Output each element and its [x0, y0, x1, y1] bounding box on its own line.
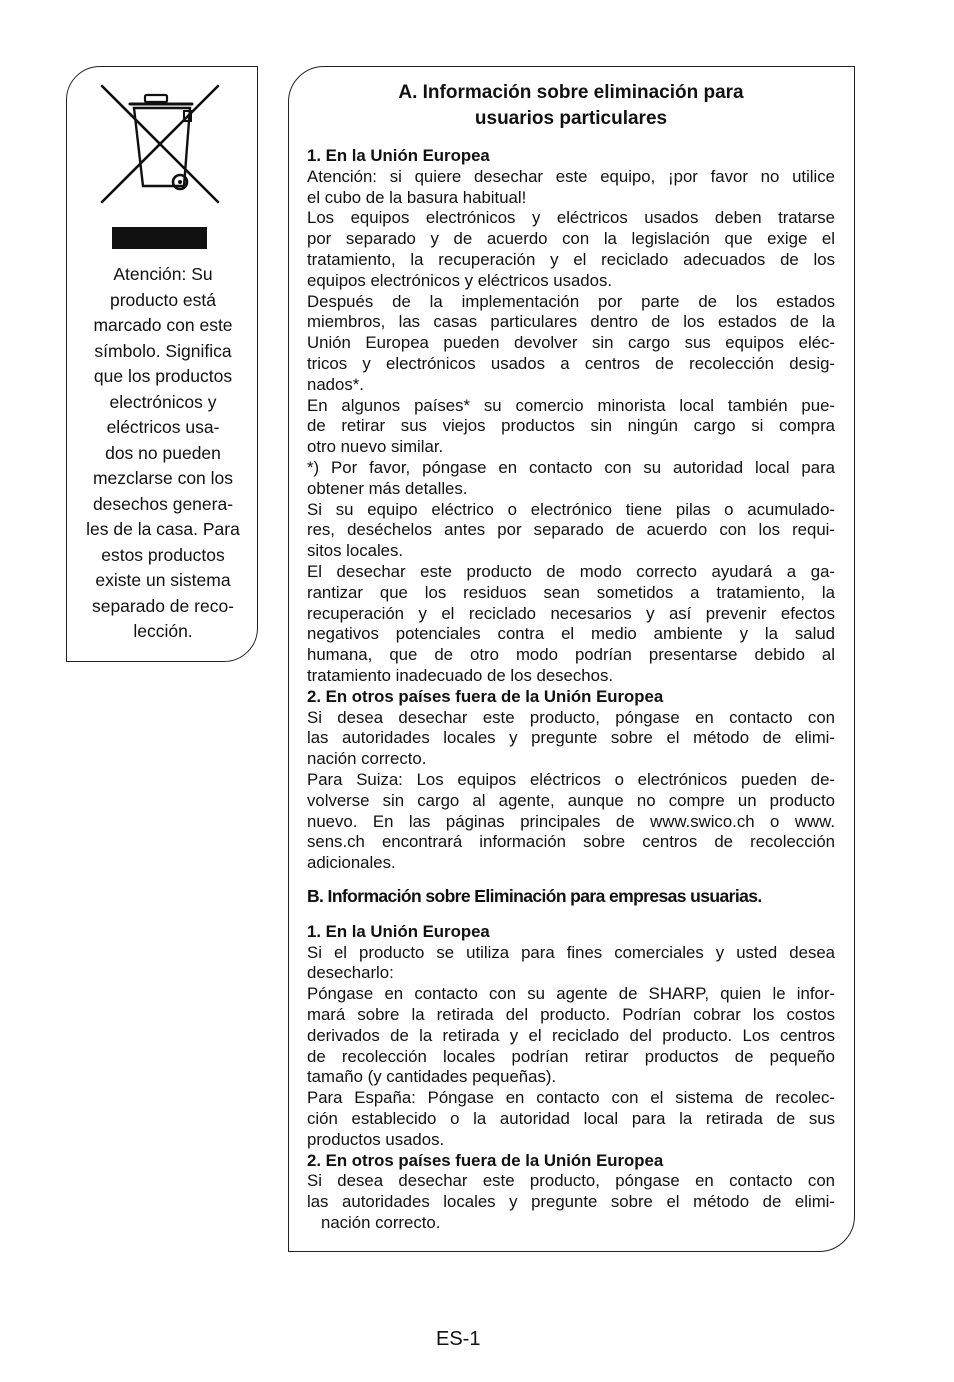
- crossed-out-wheelie-bin-icon: [100, 84, 220, 206]
- sidebar-line: marcado con este: [93, 315, 233, 335]
- text-line: rantizar que los residuos sean sometidos a tratamiento, la: [307, 582, 835, 602]
- text-line: equipos electrónicos y eléctricos usados.: [307, 270, 613, 290]
- text-line: tamaño (y cantidades pequeñas).: [307, 1067, 557, 1087]
- section-a-heading-non-eu: 2. En otros países fuera de la Unión Europea: [307, 686, 664, 706]
- text-line: Atención: si quiere desechar este equipo, ¡por favor no utilice: [307, 166, 835, 186]
- text-line: adicionales.: [307, 853, 396, 873]
- sidebar-line: lección.: [133, 621, 193, 641]
- text-line: Si el producto se utiliza para fines comerciales y usted desea: [307, 942, 835, 962]
- text-line: obtener más detalles.: [307, 478, 468, 498]
- sidebar-line: dos no pueden: [105, 442, 221, 463]
- text-line: otro nuevo similar.: [307, 437, 444, 457]
- text-line: nados*.: [307, 374, 364, 394]
- section-b-body: [307, 922, 835, 1234]
- text-line: Si su equipo eléctrico o electrónico tiene pilas o acumulado-: [307, 499, 835, 519]
- text-line: En algunos países* su comercio minorista local también pue-: [307, 395, 835, 415]
- text-line: Si desea desechar este producto, póngase en contacto con: [307, 1171, 835, 1191]
- sidebar-line: existe un sistema: [95, 570, 231, 590]
- sidebar-line: desechos genera-: [92, 493, 234, 514]
- section-b-title: B. Información sobre Eliminación para empresas usuarias.: [307, 885, 762, 906]
- text-line: de recolección locales podrían retirar productos de pequeño: [307, 1046, 835, 1066]
- text-line: las autoridades locales y pregunte sobre el método de elimi-: [307, 1192, 835, 1212]
- text-line: Después de la implementación por parte de los estados: [307, 291, 835, 311]
- sidebar-line: les de la casa. Para: [86, 519, 240, 539]
- text-line: *) Por favor, póngase en contacto con su autoridad local para: [307, 457, 835, 477]
- sidebar-line: símbolo. Significa: [94, 340, 232, 361]
- text-line: nación correcto.: [307, 749, 427, 769]
- text-line: Si desea desechar este producto, póngase en contacto con: [307, 707, 835, 727]
- text-line: Póngase en contacto con su agente de SHARP, quien le infor-: [307, 984, 835, 1004]
- sidebar-line: Atención: Su: [113, 264, 213, 284]
- text-line: Para Suiza: Los equipos eléctricos o electrónicos pueden de-: [307, 769, 835, 789]
- text-line: Para España: Póngase en contacto con el sistema de recolec-: [307, 1088, 835, 1108]
- sidebar-line: estos productos: [101, 544, 225, 565]
- weee-notice-text: [76, 262, 250, 645]
- text-line: tratamiento, la recuperación y el reciclado adecuados de los: [307, 249, 835, 269]
- text-line: derivados de la retirada y el reciclado del producto. Los centros: [307, 1025, 835, 1045]
- sidebar-line: producto está: [109, 289, 217, 310]
- text-line: Los equipos electrónicos y eléctricos usados deben tratarse: [307, 208, 835, 228]
- sidebar-line: mezclarse con los: [92, 468, 234, 488]
- text-line: sens.ch encontrará información sobre centros de recolección: [307, 832, 835, 852]
- black-bar-marking: [112, 227, 207, 249]
- text-line: Unión Europea pueden devolver sin cargo sus equipos eléc-: [307, 333, 835, 353]
- section-a-title-line: A. Información sobre eliminación para: [398, 82, 744, 103]
- sidebar-line: electrónicos y: [109, 391, 217, 412]
- text-line: de retirar sus viejos productos sin ningún cargo si compra: [307, 416, 835, 436]
- text-line: recuperación y el reciclado necesarios y así prevenir efectos: [307, 603, 835, 623]
- disposal-info-content: [307, 80, 835, 1234]
- section-b-heading-non-eu: 2. En otros países fuera de la Unión Europea: [307, 1150, 664, 1170]
- text-line: ción establecido o la autoridad local para la retirada de sus: [307, 1109, 835, 1129]
- text-line: mará sobre la retirada del producto. Podrían cobrar los costos: [307, 1005, 835, 1025]
- text-line: miembros, las casas particulares dentro de los estados de la: [307, 312, 835, 332]
- text-line: El desechar este producto de modo correcto ayudará a ga-: [307, 561, 835, 581]
- text-line: sitos locales.: [307, 541, 404, 561]
- section-a-body: [307, 146, 835, 874]
- text-line: volverse sin cargo al agente, aunque no compre un producto: [307, 790, 835, 810]
- text-line: humana, que de otro modo podrían presentarse debido al: [307, 645, 835, 665]
- text-line: nación correcto.: [321, 1213, 441, 1233]
- text-line: productos usados.: [307, 1129, 445, 1149]
- text-line: res, deséchelos antes por separado de acuerdo con los requi-: [307, 520, 835, 540]
- text-line: tricos y electrónicos usados a centros de recolección desig-: [307, 353, 835, 373]
- text-line: desecharlo:: [307, 963, 394, 983]
- section-a-heading-eu: 1. En la Unión Europea: [307, 146, 490, 165]
- section-b-heading-eu: 1. En la Unión Europea: [307, 921, 490, 941]
- sidebar-line: eléctricos usa-: [106, 417, 220, 437]
- sidebar-line: separado de reco-: [91, 595, 235, 616]
- text-line: nuevo. En las páginas principales de www.swico.ch o www.: [307, 811, 835, 831]
- sidebar-line: que los productos: [93, 366, 233, 386]
- section-a-title: [307, 80, 835, 132]
- text-line: por separado y de acuerdo con la legislación que exige el: [307, 229, 835, 249]
- text-line: el cubo de la basura habitual!: [307, 187, 527, 207]
- text-line: tratamiento inadecuado de los desechos.: [307, 665, 613, 685]
- section-a-title-line: usuarios particulares: [474, 108, 668, 129]
- text-line: las autoridades locales y pregunte sobre el método de elimi-: [307, 728, 835, 748]
- text-line: negativos potenciales contra el medio ambiente y la salud: [307, 624, 835, 644]
- page-number: ES-1: [436, 1328, 481, 1350]
